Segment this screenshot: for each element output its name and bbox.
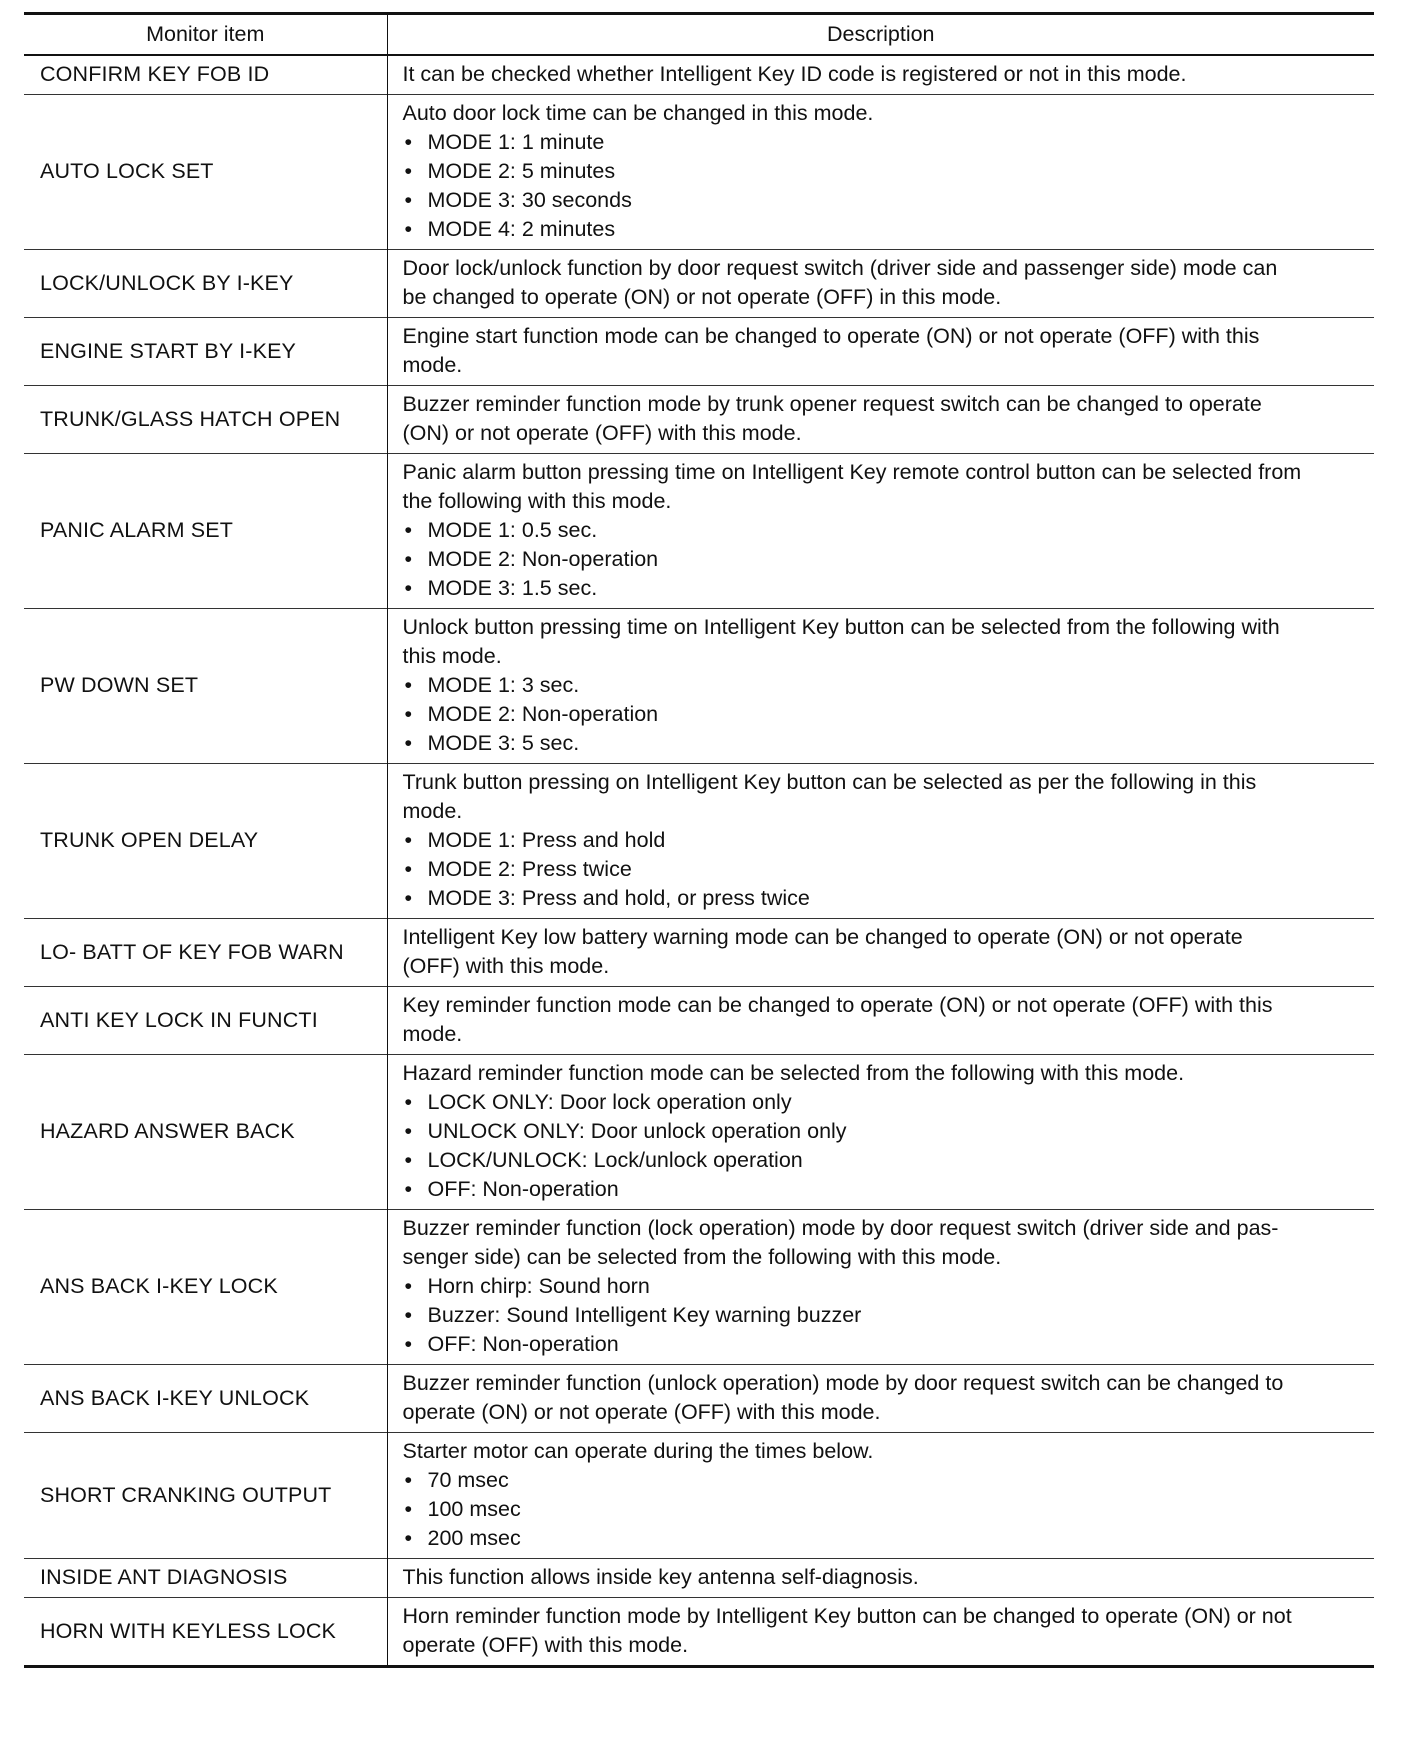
- table-row: [24, 95, 1374, 250]
- table-row: [24, 1210, 1374, 1365]
- description-bullet-item: • MODE 3: Press and hold, or press twice: [403, 884, 1361, 913]
- description-text-line: Engine start function mode can be changed to operate (ON) or not operate (OFF) with this: [402, 324, 1260, 348]
- description-bullet-item: • MODE 2: Press twice: [403, 855, 1361, 884]
- header-row: [24, 14, 1374, 56]
- description-bullet-item: • LOCK ONLY: Door lock operation only: [403, 1088, 1361, 1117]
- description-bullet-item: • MODE 3: 30 seconds: [403, 186, 1361, 215]
- monitor-item-cell: ANS BACK I-KEY UNLOCK: [24, 1365, 387, 1433]
- table-body: [24, 55, 1374, 1667]
- table-row: [24, 764, 1374, 919]
- table-row: [24, 987, 1374, 1055]
- description-text-line: be changed to operate (ON) or not operate (OFF) in this mode.: [402, 285, 1002, 309]
- description-bullet-item: • 200 msec: [403, 1524, 1361, 1553]
- description-bullet-item: • MODE 2: Non-operation: [403, 700, 1361, 729]
- table-row: [24, 919, 1374, 987]
- description-cell: [387, 1598, 1374, 1667]
- description-text-line: Auto door lock time can be changed in this mode.: [402, 101, 874, 125]
- description-cell: [387, 987, 1374, 1055]
- description-bullet-item: • MODE 3: 1.5 sec.: [403, 574, 1361, 603]
- monitor-item-cell: CONFIRM KEY FOB ID: [24, 55, 387, 95]
- table-row: [24, 1365, 1374, 1433]
- description-bullet-item: • Horn chirp: Sound horn: [403, 1272, 1361, 1301]
- table-row: [24, 1598, 1374, 1667]
- description-text-line: mode.: [402, 1022, 463, 1046]
- description-bullet-item: • 70 msec: [403, 1466, 1361, 1495]
- description-bullet-item: • MODE 3: 5 sec.: [403, 729, 1361, 758]
- description-bullet-item: • LOCK/UNLOCK: Lock/unlock operation: [403, 1146, 1361, 1175]
- table-row: [24, 1433, 1374, 1559]
- description-text-line: Starter motor can operate during the times below.: [402, 1439, 874, 1463]
- monitor-item-cell: ANTI KEY LOCK IN FUNCTI: [24, 987, 387, 1055]
- description-cell: [387, 1210, 1374, 1365]
- monitor-item-cell: LOCK/UNLOCK BY I-KEY: [24, 250, 387, 318]
- description-text-line: Buzzer reminder function (unlock operation) mode by door request switch can be changed to: [402, 1371, 1284, 1395]
- description-text-line: (ON) or not operate (OFF) with this mode.: [402, 421, 802, 445]
- description-bullet-item: • MODE 1: 0.5 sec.: [403, 516, 1361, 545]
- description-text-line: This function allows inside key antenna self-diagnosis.: [402, 1565, 919, 1589]
- description-cell: [387, 55, 1374, 95]
- description-text-line: Key reminder function mode can be changed to operate (ON) or not operate (OFF) with this: [402, 993, 1273, 1017]
- monitor-item-cell: PANIC ALARM SET: [24, 454, 387, 609]
- monitor-item-cell: LO- BATT OF KEY FOB WARN: [24, 919, 387, 987]
- description-header: Description: [387, 14, 1374, 56]
- description-cell: [387, 318, 1374, 386]
- description-text-line: Trunk button pressing on Intelligent Key button can be selected as per the following in this: [402, 770, 1257, 794]
- table-row: [24, 55, 1374, 95]
- description-text-line: Buzzer reminder function mode by trunk opener request switch can be changed to operate: [402, 392, 1262, 416]
- monitor-item-cell: ANS BACK I-KEY LOCK: [24, 1210, 387, 1365]
- description-cell: [387, 1055, 1374, 1210]
- description-text-line: Door lock/unlock function by door request switch (driver side and passenger side) mode can: [402, 256, 1278, 280]
- monitor-item-cell: TRUNK/GLASS HATCH OPEN: [24, 386, 387, 454]
- table-row: [24, 250, 1374, 318]
- description-text-line: mode.: [402, 353, 463, 377]
- table-row: [24, 386, 1374, 454]
- table-row: [24, 1559, 1374, 1598]
- description-cell: [387, 919, 1374, 987]
- description-cell: [387, 1559, 1374, 1598]
- description-text-line: Hazard reminder function mode can be selected from the following with this mode.: [402, 1061, 1185, 1085]
- description-text-line: (OFF) with this mode.: [402, 954, 610, 978]
- description-cell: [387, 454, 1374, 609]
- description-text-line: Intelligent Key low battery warning mode can be changed to operate (ON) or not operate: [402, 925, 1243, 949]
- monitor-item-header: Monitor item: [24, 14, 387, 56]
- monitor-item-cell: PW DOWN SET: [24, 609, 387, 764]
- description-text-line: Unlock button pressing time on Intelligent Key button can be selected from the following with: [402, 615, 1280, 639]
- description-bullet-item: • MODE 1: 3 sec.: [403, 671, 1361, 700]
- description-bullet-item: • 100 msec: [403, 1495, 1361, 1524]
- description-cell: [387, 764, 1374, 919]
- monitor-item-cell: HORN WITH KEYLESS LOCK: [24, 1598, 387, 1667]
- description-text-line: Buzzer reminder function (lock operation) mode by door request switch (driver side and pas-: [402, 1216, 1279, 1240]
- description-text-line: operate (ON) or not operate (OFF) with this mode.: [402, 1400, 881, 1424]
- description-text-line: the following with this mode.: [402, 489, 672, 513]
- description-bullet-item: • MODE 2: 5 minutes: [403, 157, 1361, 186]
- monitor-item-cell: SHORT CRANKING OUTPUT: [24, 1433, 387, 1559]
- description-cell: [387, 1433, 1374, 1559]
- monitor-item-cell: TRUNK OPEN DELAY: [24, 764, 387, 919]
- description-cell: [387, 250, 1374, 318]
- description-text-line: this mode.: [402, 644, 502, 668]
- description-cell: [387, 95, 1374, 250]
- monitor-item-table: [24, 12, 1374, 1668]
- description-bullet-item: • Buzzer: Sound Intelligent Key warning buzzer: [403, 1301, 1361, 1330]
- description-bullet-item: • UNLOCK ONLY: Door unlock operation only: [403, 1117, 1361, 1146]
- description-bullet-item: • OFF: Non-operation: [403, 1175, 1361, 1204]
- monitor-item-cell: HAZARD ANSWER BACK: [24, 1055, 387, 1210]
- monitor-item-cell: AUTO LOCK SET: [24, 95, 387, 250]
- description-bullet-item: • MODE 1: 1 minute: [403, 128, 1361, 157]
- description-text-line: Panic alarm button pressing time on Intelligent Key remote control button can be selected from: [402, 460, 1302, 484]
- document-page: [24, 12, 1374, 1668]
- table-row: [24, 318, 1374, 386]
- table-row: [24, 1055, 1374, 1210]
- description-text-line: senger side) can be selected from the following with this mode.: [402, 1245, 1002, 1269]
- description-cell: [387, 1365, 1374, 1433]
- table-row: [24, 609, 1374, 764]
- description-bullet-item: • MODE 4: 2 minutes: [403, 215, 1361, 244]
- description-cell: [387, 386, 1374, 454]
- description-text-line: mode.: [402, 799, 463, 823]
- description-text-line: It can be checked whether Intelligent Key ID code is registered or not in this mode.: [402, 62, 1187, 86]
- table-header: [24, 14, 1374, 56]
- description-cell: [387, 609, 1374, 764]
- description-text-line: Horn reminder function mode by Intelligent Key button can be changed to operate (ON) or not: [402, 1604, 1292, 1628]
- monitor-item-cell: INSIDE ANT DIAGNOSIS: [24, 1559, 387, 1598]
- monitor-item-cell: ENGINE START BY I-KEY: [24, 318, 387, 386]
- description-bullet-item: • OFF: Non-operation: [403, 1330, 1361, 1359]
- description-bullet-item: • MODE 2: Non-operation: [403, 545, 1361, 574]
- description-text-line: operate (OFF) with this mode.: [402, 1633, 689, 1657]
- description-bullet-item: • MODE 1: Press and hold: [403, 826, 1361, 855]
- table-row: [24, 454, 1374, 609]
